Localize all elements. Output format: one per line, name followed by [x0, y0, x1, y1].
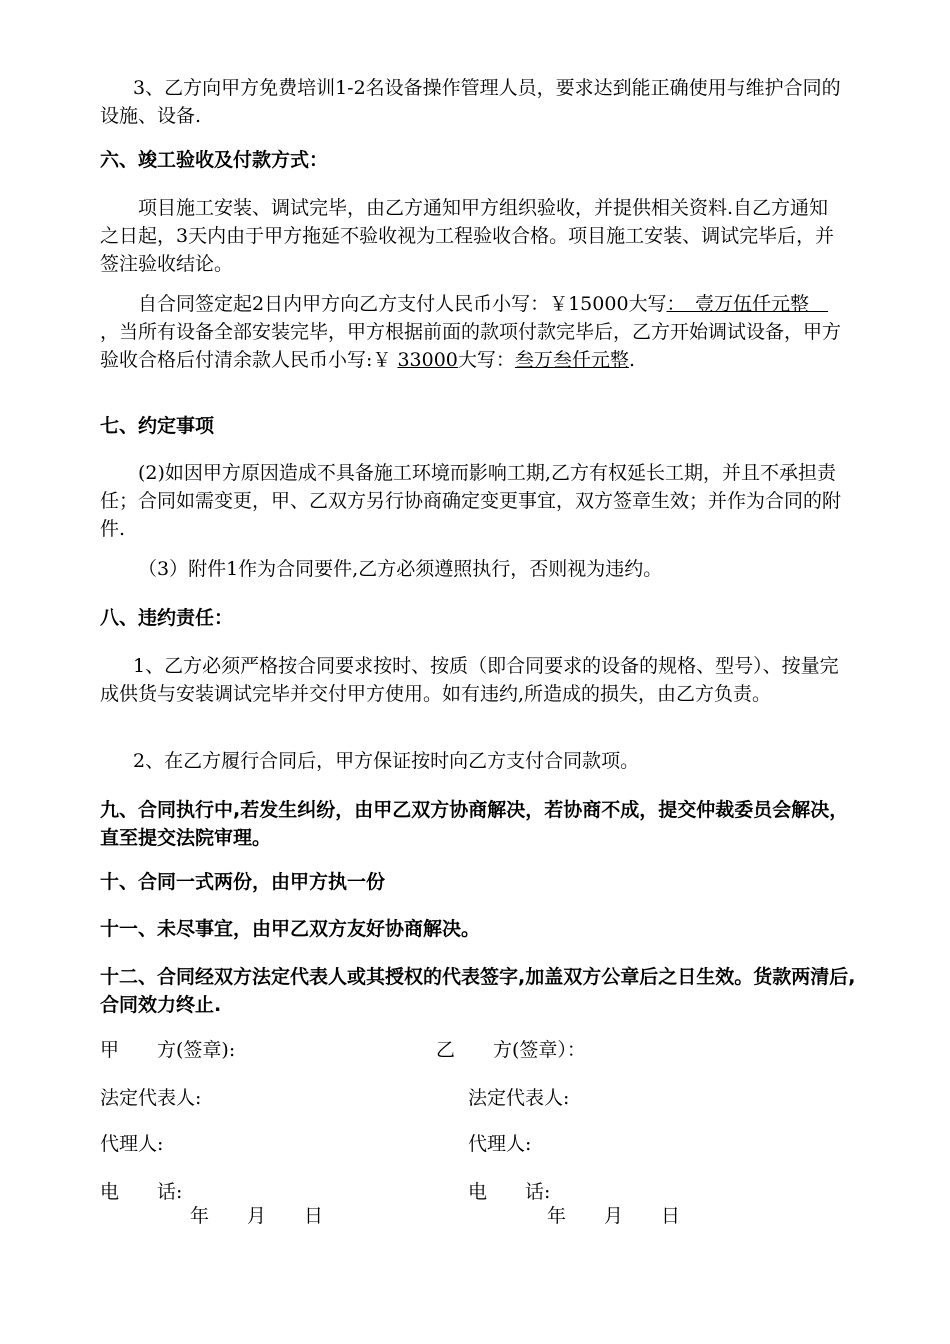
- party-b-date: 年 月 日: [547, 1205, 681, 1227]
- clause-attachment: （3）附件1作为合同要件,乙方必须遵照执行，否则视为违约。: [138, 558, 663, 580]
- clause-payment: [100, 290, 845, 374]
- clause-training: 3、乙方向甲方免费培训1-2名设备操作管理人员，要求达到能正确使用与维护合同的设施、设备.: [100, 77, 841, 127]
- party-a-phone: 电 话:: [100, 1181, 183, 1203]
- heading-acceptance-payment: 六、竣工验收及付款方式：: [100, 149, 329, 171]
- party-a-agent: 代理人:: [100, 1133, 164, 1155]
- heading-agreed-matters: 七、约定事项: [100, 415, 215, 437]
- clause-liability-2: 2、在乙方履行合同后，甲方保证按时向乙方支付合同款项。: [133, 750, 640, 772]
- payment-amount-2: 33000: [397, 349, 458, 371]
- party-a-date: 年 月 日: [190, 1205, 324, 1227]
- payment-text-end: .: [628, 349, 635, 371]
- clause-unfinished: 十一、未尽事宜，由甲乙双方友好协商解决。: [100, 918, 481, 940]
- clause-dispute: 九、合同执行中,若发生纠纷，由甲乙双方协商解决，若协商不成，提交仲裁委员会解决，直至提交法院审理。: [100, 799, 849, 849]
- clause-copies: 十、合同一式两份，由甲方执一份: [100, 871, 386, 893]
- payment-text-2: ，当所有设备全部安装完毕，甲方根据前面的款项付款完毕后，乙方开始调试设备，甲方验收合格后付清余款人民币小写:￥: [100, 321, 842, 371]
- payment-amount-2-words: 叁万叁仟元整: [514, 349, 629, 371]
- clause-liability-1: 1、乙方必须严格按合同要求按时、按质（即合同要求的设备的规格、型号）、按量完成供货与安装调试完毕并交付甲方使用。如有违约,所造成的损失，由乙方负责。: [100, 655, 839, 705]
- clause-delay: (2)如因甲方原因造成不具备施工环境而影响工期,乙方有权延长工期，并且不承担责任；合同如需变更，甲、乙双方另行协商确定变更事宜，双方签章生效；并作为合同的附件.: [100, 462, 842, 540]
- payment-amount-1-words: ： 壹万伍仟元整: [666, 293, 829, 315]
- party-a-legal-rep: 法定代表人:: [100, 1087, 202, 1109]
- clause-acceptance: 项目施工安装、调试完毕，由乙方通知甲方组织验收，并提供相关资料.自乙方通知之日起，3天内由于甲方拖延不验收视为工程验收合格。项目施工安装、调试完毕后，并签注验收结论。: [100, 197, 835, 275]
- heading-liability: 八、违约责任：: [100, 607, 234, 629]
- party-b-phone: 电 话:: [468, 1181, 551, 1203]
- party-b-seal: 乙 方(签章）：: [436, 1039, 586, 1061]
- party-b-legal-rep: 法定代表人:: [468, 1087, 570, 1109]
- party-b-agent: 代理人:: [468, 1133, 532, 1155]
- payment-text-1: 自合同签定起2日内甲方向乙方支付人民币小写：￥15000大写: [138, 293, 667, 315]
- payment-text-3: 大写：: [457, 349, 515, 371]
- clause-effective: 十二、合同经双方法定代表人或其授权的代表签字,加盖双方公章后之日生效。货款两清后,合同效力终止.: [100, 966, 856, 1016]
- party-a-seal: 甲 方(签章):: [100, 1039, 236, 1061]
